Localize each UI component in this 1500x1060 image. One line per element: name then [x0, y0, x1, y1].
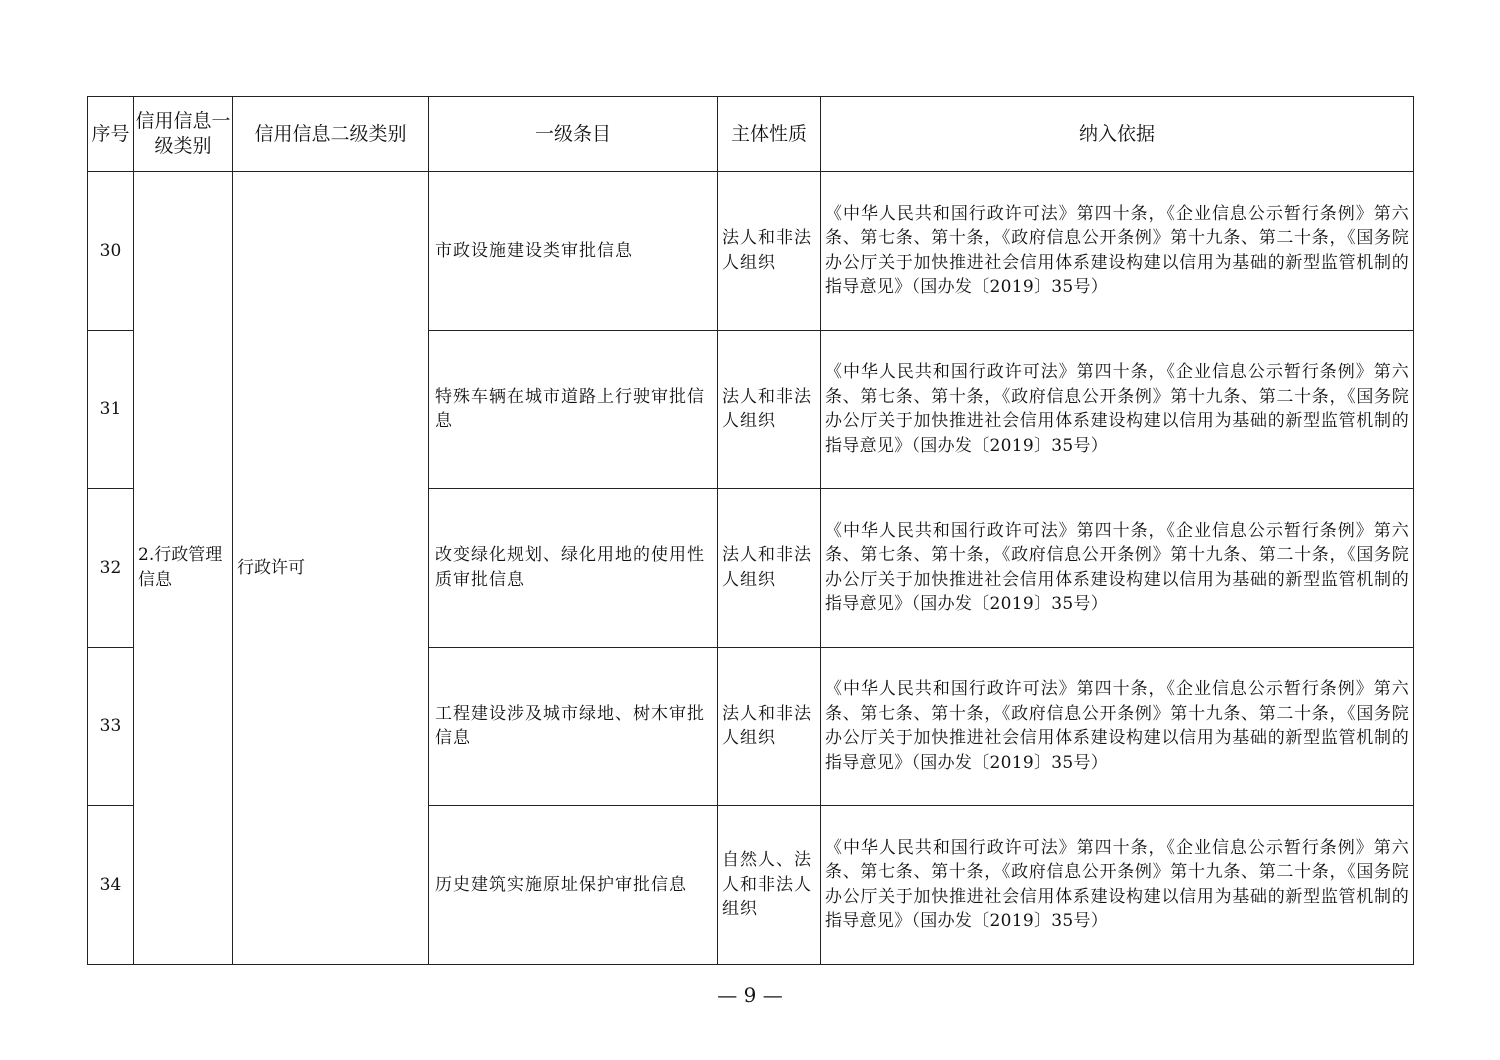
level2-category-cell: 行政许可 [233, 172, 429, 965]
row-item: 历史建筑实施原址保护审批信息 [429, 806, 718, 965]
row-seq: 31 [88, 330, 134, 489]
row-subject: 法人和非法人组织 [718, 330, 821, 489]
row-subject: 法人和非法人组织 [718, 172, 821, 331]
row-subject: 法人和非法人组织 [718, 647, 821, 806]
row-basis: 《中华人民共和国行政许可法》第四十条，《企业信息公示暂行条例》第六条、第七条、第十条，《政府信息公开条例》第十九条、第二十条，《国务院办公厅关于加快推进社会信用体系建设构建以信用为基础的新型监管机制的指导意见》（国办发〔2019〕35号） [821, 489, 1414, 648]
row-item: 市政设施建设类审批信息 [429, 172, 718, 331]
row-item: 改变绿化规划、绿化用地的使用性质审批信息 [429, 489, 718, 648]
row-basis: 《中华人民共和国行政许可法》第四十条，《企业信息公示暂行条例》第六条、第七条、第十条，《政府信息公开条例》第十九条、第二十条，《国务院办公厅关于加快推进社会信用体系建设构建以信用为基础的新型监管机制的指导意见》（国办发〔2019〕35号） [821, 806, 1414, 965]
header-basis: 纳入依据 [821, 97, 1414, 172]
credit-info-table [87, 96, 1414, 965]
row-seq: 30 [88, 172, 134, 331]
row-seq: 32 [88, 489, 134, 648]
row-basis: 《中华人民共和国行政许可法》第四十条，《企业信息公示暂行条例》第六条、第七条、第十条，《政府信息公开条例》第十九条、第二十条，《国务院办公厅关于加快推进社会信用体系建设构建以信用为基础的新型监管机制的指导意见》（国办发〔2019〕35号） [821, 172, 1414, 331]
header-subject: 主体性质 [718, 97, 821, 172]
row-seq: 33 [88, 647, 134, 806]
header-level2-category: 信用信息二级类别 [233, 97, 429, 172]
row-item: 工程建设涉及城市绿地、树木审批信息 [429, 647, 718, 806]
header-seq: 序号 [88, 97, 134, 172]
page-number: — 9 — [717, 983, 783, 1007]
row-subject: 法人和非法人组织 [718, 489, 821, 648]
header-item: 一级条目 [429, 97, 718, 172]
table-row [88, 172, 1414, 331]
table-header-row [88, 97, 1414, 172]
row-basis: 《中华人民共和国行政许可法》第四十条，《企业信息公示暂行条例》第六条、第七条、第十条，《政府信息公开条例》第十九条、第二十条，《国务院办公厅关于加快推进社会信用体系建设构建以信用为基础的新型监管机制的指导意见》（国办发〔2019〕35号） [821, 330, 1414, 489]
row-basis: 《中华人民共和国行政许可法》第四十条，《企业信息公示暂行条例》第六条、第七条、第十条，《政府信息公开条例》第十九条、第二十条，《国务院办公厅关于加快推进社会信用体系建设构建以信用为基础的新型监管机制的指导意见》（国办发〔2019〕35号） [821, 647, 1414, 806]
row-item: 特殊车辆在城市道路上行驶审批信息 [429, 330, 718, 489]
header-level1-category: 信用信息一级类别 [134, 97, 233, 172]
row-seq: 34 [88, 806, 134, 965]
level1-category-cell: 2.行政管理信息 [134, 172, 233, 965]
row-subject: 自然人、法人和非法人组织 [718, 806, 821, 965]
